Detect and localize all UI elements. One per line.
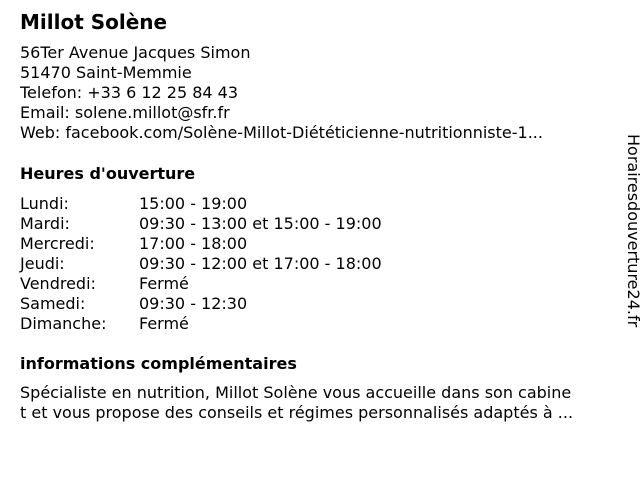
hours-row-thursday — [20, 254, 382, 274]
hours-time: 17:00 - 18:00 — [139, 234, 248, 253]
hours-time: Fermé — [139, 274, 189, 293]
hours-time: 09:30 - 12:00 et 17:00 - 18:00 — [139, 254, 382, 273]
hours-row-tuesday — [20, 214, 382, 234]
additional-info-heading: informations complémentaires — [20, 354, 297, 373]
hours-day: Mercredi: — [20, 234, 95, 253]
hours-day: Mardi: — [20, 214, 70, 233]
hours-day: Dimanche: — [20, 314, 107, 333]
hours-day: Jeudi: — [20, 254, 65, 273]
contact-block — [20, 43, 543, 143]
address-line-2: 51470 Saint-Memmie — [20, 63, 192, 82]
opening-hours-heading: Heures d'ouverture — [20, 164, 196, 183]
hours-row-monday — [20, 194, 382, 214]
info-line-2: t et vous propose des conseils et régimes personnalisés adaptés à ... — [20, 403, 574, 422]
hours-time: 09:30 - 12:30 — [139, 294, 248, 313]
info-line-1: Spécialiste en nutrition, Millot Solène vous accueille dans son cabine — [20, 383, 572, 402]
email-line: Email: solene.millot@sfr.fr — [20, 103, 230, 122]
hours-day: Lundi: — [20, 194, 69, 213]
watermark-text: Horairesdouverture24.fr — [624, 134, 643, 328]
hours-row-saturday — [20, 294, 382, 314]
hours-time: 15:00 - 19:00 — [139, 194, 248, 213]
hours-row-wednesday — [20, 234, 382, 254]
opening-hours-table — [20, 194, 382, 334]
business-name: Millot Solène — [20, 10, 168, 34]
hours-day: Samedi: — [20, 294, 86, 313]
hours-day: Vendredi: — [20, 274, 96, 293]
additional-info-text — [20, 383, 622, 423]
hours-row-friday — [20, 274, 382, 294]
phone-line: Telefon: +33 6 12 25 84 43 — [20, 83, 239, 102]
hours-time: 09:30 - 13:00 et 15:00 - 19:00 — [139, 214, 382, 233]
address-line-1: 56Ter Avenue Jacques Simon — [20, 43, 251, 62]
hours-row-sunday — [20, 314, 382, 334]
site-watermark — [623, 134, 643, 364]
web-line: Web: facebook.com/Solène-Millot-Diététicienne-nutritionniste-1... — [20, 123, 543, 142]
hours-time: Fermé — [139, 314, 189, 333]
